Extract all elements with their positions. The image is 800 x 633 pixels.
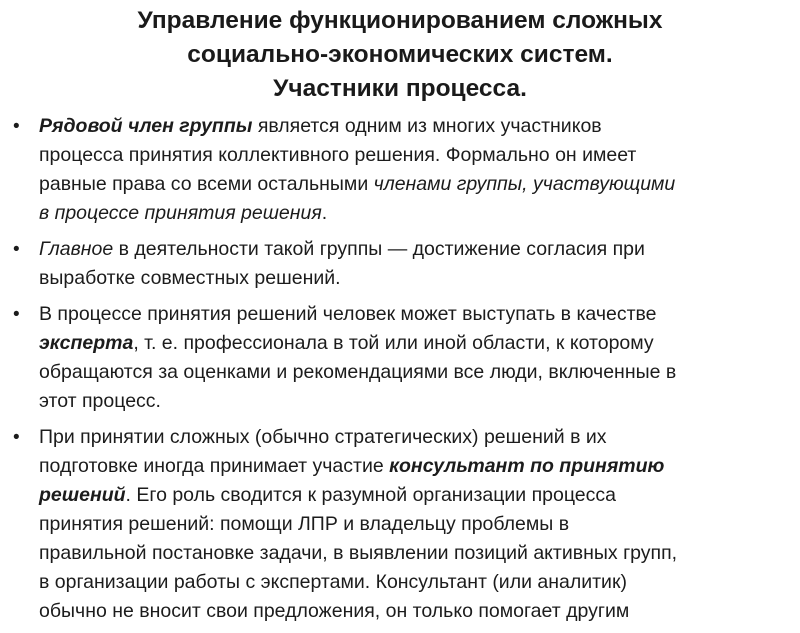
bullet-dot-icon: • [13,116,20,137]
body-text: При принятии сложных (обычно стратегических) решений в их [39,426,607,448]
body-text: , т. е. профессионала в той или иной области, к которому [133,332,654,354]
emphasized-text: Главное [39,238,114,260]
text-line [39,170,796,199]
text-line [39,387,796,416]
emphasized-text: в процессе принятия решения [39,202,322,224]
bullet-item [10,112,796,228]
title-line: Управление функционированием сложных [137,7,663,34]
bullet-dot-icon: • [13,427,20,448]
body-text: обращаются за оценками и рекомендациями все люди, включенные в [39,361,677,383]
emphasized-text: консультант по принятию [389,455,665,477]
emphasized-text: эксперта [39,332,134,354]
text-line [39,481,796,510]
bullet-item [10,235,796,293]
body-text: в деятельности такой группы — достижение согласия при [113,238,645,260]
body-text: является одним из многих участников [252,115,602,137]
title-line: социально-экономических систем. [187,41,613,68]
text-line [39,452,796,481]
text-line [39,300,796,329]
text-line [39,539,796,568]
body-text: . [321,202,328,224]
emphasized-text: Рядовой член группы [39,115,253,137]
text-line [39,597,796,626]
title-line: Участники процесса. [273,75,527,102]
text-line [39,423,796,452]
body-text: равные права со всеми остальными [39,173,374,195]
body-text: подготовке иногда принимает участие [39,455,390,477]
text-line [39,199,796,228]
text-line [39,568,796,597]
bullet-list [10,112,796,633]
body-text: этот процесс. [39,390,161,412]
slide-title [20,4,780,106]
bullet-dot-icon: • [13,304,20,325]
body-text: выработке совместных решений. [39,267,341,289]
text-line [39,358,796,387]
body-text: в организации работы с экспертами. Консультант (или аналитик) [39,571,627,593]
bullet-item [10,423,796,626]
text-line [39,112,796,141]
text-line [39,510,796,539]
text-line [39,141,796,170]
text-line [39,235,796,264]
body-text: . Его роль сводится к разумной организации процесса [125,484,616,506]
body-text: процесса принятия коллективного решения. Формально он имеет [39,144,637,166]
emphasized-text: членами группы, участвующими [373,173,676,195]
body-text: правильной постановке задачи, в выявлении позиций активных групп, [39,542,678,564]
text-line [39,329,796,358]
bullet-item [10,300,796,416]
bullet-dot-icon: • [13,239,20,260]
body-text: принятия решений: помощи ЛПР и владельцу проблемы в [39,513,570,535]
body-text: обычно не вносит свои предложения, он только помогает другим [39,600,630,622]
emphasized-text: решений [39,484,126,506]
body-text: В процессе принятия решений человек может выступать в качестве [39,303,657,325]
text-line [39,264,796,293]
